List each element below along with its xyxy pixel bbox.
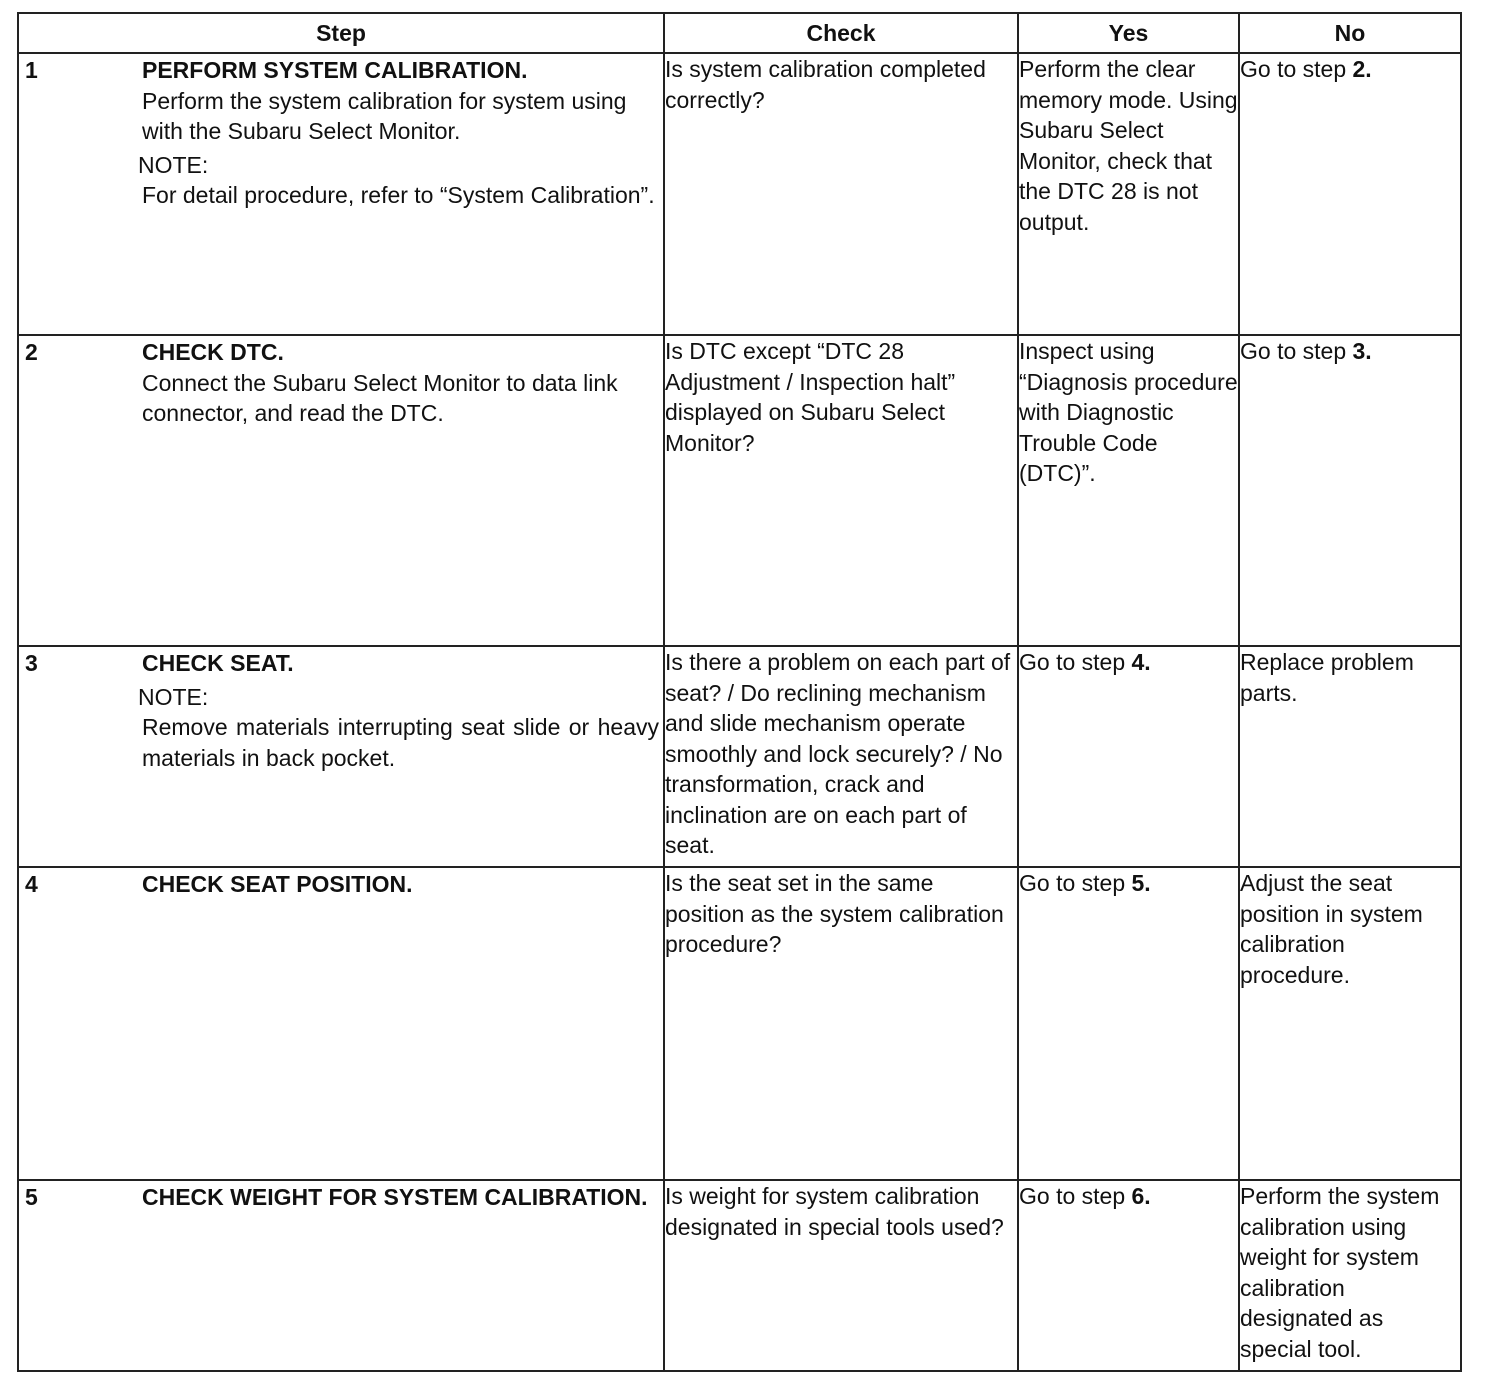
- header-step: Step: [18, 13, 664, 53]
- no-step-ref: 3.: [1352, 338, 1372, 364]
- header-no: No: [1239, 13, 1461, 53]
- step-body: [142, 868, 663, 900]
- table-row: [18, 646, 1461, 867]
- table-row: [18, 867, 1461, 1180]
- no-cell: [1239, 53, 1461, 335]
- step-number: 4: [25, 871, 38, 897]
- step-body: [142, 1181, 663, 1213]
- yes-text: Go to step: [1019, 1183, 1132, 1209]
- no-cell: Replace problem parts.: [1239, 646, 1461, 867]
- step-cell: [18, 1180, 664, 1371]
- note-text: Remove materials interrupting seat slide or heavy materials in back pocket.: [142, 714, 659, 771]
- step-cell: [18, 646, 664, 867]
- step-cell: [18, 335, 664, 646]
- step-body: [142, 336, 663, 429]
- step-cell: [18, 867, 664, 1180]
- no-text: Go to step: [1240, 338, 1353, 364]
- no-text: Go to step: [1240, 56, 1353, 82]
- yes-text: Go to step: [1019, 870, 1132, 896]
- header-yes: Yes: [1018, 13, 1239, 53]
- table-row: [18, 53, 1461, 335]
- table-row: [18, 335, 1461, 646]
- step-body: [138, 54, 663, 211]
- step-number: 5: [25, 1184, 38, 1210]
- yes-cell: Perform the clear memory mode. Using Subaru Select Monitor, check that the DTC 28 is not output.: [1018, 53, 1239, 335]
- step-body: [138, 647, 663, 773]
- step-description: Connect the Subaru Select Monitor to data link connector, and read the DTC.: [142, 369, 618, 426]
- yes-step-ref: 4.: [1131, 649, 1151, 675]
- yes-cell: [1018, 1180, 1239, 1371]
- note-label: NOTE:: [138, 683, 209, 710]
- yes-cell: Inspect using “Diagnosis procedure with Diagnostic Trouble Code (DTC)”.: [1018, 335, 1239, 646]
- step-number: 1: [25, 57, 38, 83]
- check-cell: Is there a problem on each part of seat? / Do reclining mechanism and slide mechanism operate smoothly and lock securely? / No transformation, crack and inclination are on each part of seat.: [664, 646, 1018, 867]
- check-cell: Is weight for system calibration designated in special tools used?: [664, 1180, 1018, 1371]
- diagnostic-table: [17, 12, 1462, 1372]
- yes-step-ref: 5.: [1131, 870, 1151, 896]
- step-title: PERFORM SYSTEM CALIBRATION.: [142, 57, 528, 83]
- step-number: 3: [25, 650, 38, 676]
- step-cell: [18, 53, 664, 335]
- no-cell: Adjust the seat position in system calibration procedure.: [1239, 867, 1461, 1180]
- check-cell: Is system calibration completed correctly?: [664, 53, 1018, 335]
- check-cell: Is the seat set in the same position as the system calibration procedure?: [664, 867, 1018, 1180]
- yes-text: Go to step: [1019, 649, 1132, 675]
- step-title: CHECK SEAT.: [142, 650, 294, 676]
- yes-cell: [1018, 867, 1239, 1180]
- step-title: CHECK SEAT POSITION.: [142, 871, 413, 897]
- note-text: For detail procedure, refer to “System Calibration”.: [142, 182, 655, 208]
- yes-step-ref: 6.: [1131, 1183, 1151, 1209]
- no-cell: Perform the system calibration using weight for system calibration designated as special tool.: [1239, 1180, 1461, 1371]
- no-step-ref: 2.: [1352, 56, 1372, 82]
- table-header-row: [18, 13, 1461, 53]
- step-number: 2: [25, 339, 38, 365]
- no-cell: [1239, 335, 1461, 646]
- step-title: CHECK DTC.: [142, 339, 284, 365]
- header-check: Check: [664, 13, 1018, 53]
- table-row: [18, 1180, 1461, 1371]
- step-description: Perform the system calibration for system using with the Subaru Select Monitor.: [142, 87, 627, 144]
- step-title: CHECK WEIGHT FOR SYSTEM CALIBRATION.: [142, 1184, 648, 1210]
- check-cell: Is DTC except “DTC 28 Adjustment / Inspection halt” displayed on Subaru Select Monitor?: [664, 335, 1018, 646]
- yes-cell: [1018, 646, 1239, 867]
- note-label: NOTE:: [138, 151, 209, 178]
